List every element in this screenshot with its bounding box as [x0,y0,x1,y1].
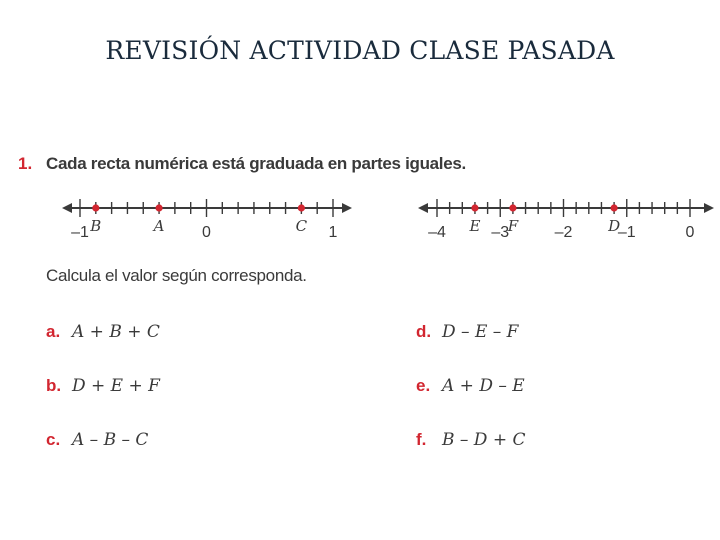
tick-label: –1 [71,224,89,241]
exercise-e [416,376,525,396]
exercise-letter: c. [46,430,61,449]
tick-label: –1 [617,224,636,241]
point-label: A [153,217,165,235]
number-line-2 [418,199,714,241]
arrow-left-icon [418,203,428,213]
exercise-d [416,322,518,342]
exercise-letter: f. [416,430,427,449]
exercise-letter: e. [416,376,431,395]
exercise-letter: a. [46,322,61,341]
exercise-c [46,430,148,450]
point-marker [509,204,516,211]
exercise-letter: d. [416,322,432,341]
tick-label: –2 [554,224,573,241]
arrow-left-icon [62,203,72,213]
exercise-f [416,430,526,450]
tick-label: 0 [685,224,695,241]
exercise-letter: b. [46,376,62,395]
point-marker [92,204,99,211]
point-marker [471,204,478,211]
exercise-a [46,322,160,342]
exercise-b [46,376,160,396]
point-label: C [295,217,308,235]
arrow-right-icon [704,203,714,213]
point-label: D [608,217,621,235]
question-statement: Cada recta numérica está graduada en partes iguales. [46,154,466,173]
exercise-expression: A + D – E [442,376,525,396]
point-label: B [90,217,102,235]
point-marker [611,204,618,211]
exercise-expression: B – D + C [442,430,526,450]
arrow-right-icon [342,203,352,213]
exercise-expression: A – B – C [72,430,149,450]
point-marker [155,204,162,211]
exercise-expression: A + B + C [72,322,160,342]
tick-label: 0 [202,224,211,241]
question-number: 1. [18,154,33,173]
exercise-expression: D + E + F [72,376,160,396]
slide-title: REVISIÓN ACTIVIDAD CLASE PASADA [105,36,615,65]
point-label: F [507,217,519,235]
point-label: E [469,217,481,235]
instruction-text: Calcula el valor según corresponda. [46,266,307,285]
tick-label: –4 [428,224,446,241]
tick-label: –3 [491,224,510,241]
point-marker [298,204,305,211]
number-line-1 [62,199,352,241]
exercise-expression: D – E – F [442,322,519,342]
tick-label: 1 [328,224,338,241]
